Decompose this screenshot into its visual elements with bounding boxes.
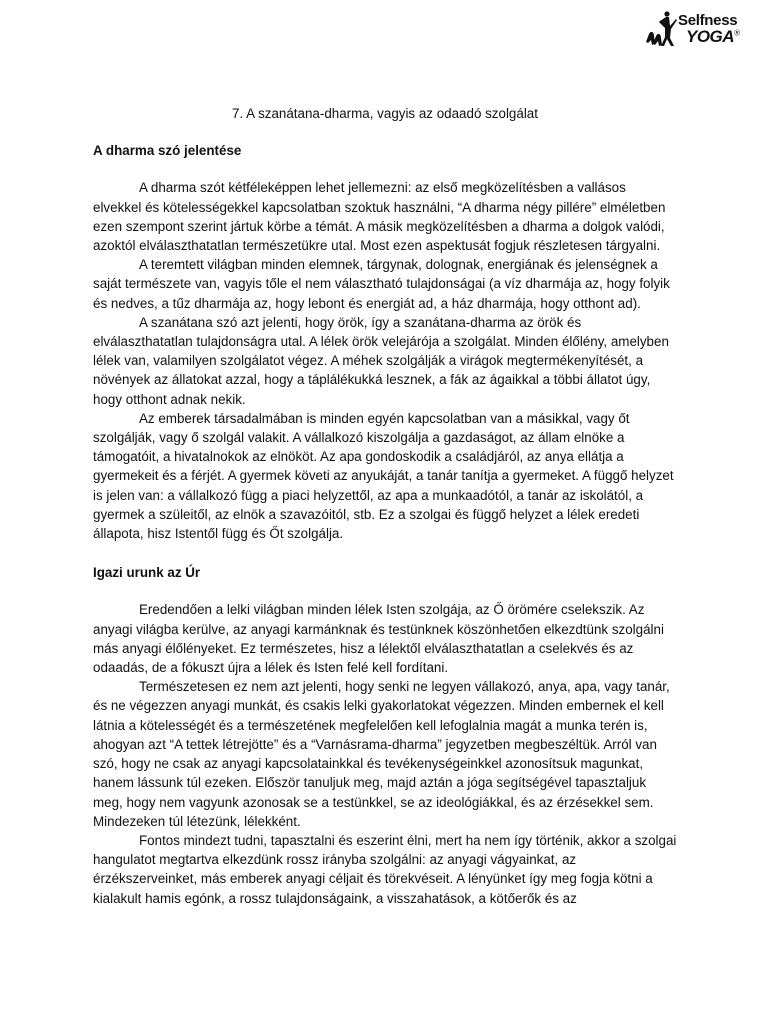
section-heading-dharma: A dharma szó jelentése — [93, 143, 242, 159]
chapter-title: 7. A szanátana-dharma, vagyis az odaadó szolgálat — [232, 106, 538, 121]
paragraph: Fontos mindezt tudni, tapasztalni és eszerint élni, mert ha nem így történik, akkor a szolgai hangulatot megtartva elkezdünk rossz irányba szolgálni: az anyagi vágyainkat, az érzékszerveinket, más emberek anyagi céljait és törekvéseit. A lényünket így meg fogja kötni a kialakult hamis egónk, a rossz tulajdonságaink, a visszahatások, a kötőerők és az — [93, 832, 677, 906]
paragraph: Az emberek társadalmában is minden egyén kapcsolatban van a másikkal, vagy őt szolgálják, vagy ő szolgál valakit. A vállalkozó kiszolgálja a gazdaságot, az állam elnöke a támogatóit, a hivatalnokok az elnököt. Az apa gondoskodik a családjáról, az anya ellátja a gyermekeit és a férjét. A gyermek követi az anyukáját, a tanár tanítja a gyermeket. A függő helyzet is jelen van: a vállalkozó függ a piaci helyzettől, az apa a munkaadótól, a tanár az iskolától, a gyermek a szüleitől, az elnök a szavazóitól, stb. Ez a szolgai és függő helyzet a lélek eredeti állapota, hisz Istentől függ és Őt szolgálja. — [93, 410, 674, 542]
logo-text-selfness: Selfness — [678, 12, 738, 29]
section-gap — [93, 543, 677, 563]
selfness-yoga-logo — [646, 8, 758, 50]
paragraph: Természetesen ez nem azt jelenti, hogy senki ne legyen vállakozó, anya, apa, vagy tanár, és ne végezzen anyagi munkát, és csakis lelki gyakorlatokat végezzen. Minden embernek el kell látnia a kötelességét és a természetének megfelelően kell lefoglalnia magát a munka terén is, ahogyan azt “A tettek létrejötte” és a “Varnásrama-dharma” jegyzetben megbeszéltük. Arról van szó, hogy ne csak az anyagi kapcsolatainkkal és tevékenységeinkkel azonosítsuk magunkat, hanem lássunk túl ezeken. Először tanuljuk meg, majd aztán a jóga segítségével tapasztaljuk meg, hogy nem vagyunk azonosak se a testünkkel, se az ideológiákkal, és az érzésekkel sem. Mindezeken túl létezünk, lélekként. — [93, 679, 670, 829]
paragraph: A szanátana szó azt jelenti, hogy örök, így a szanátana-dharma az örök és elválaszthatatlan tulajdonságra utal. A lélek örök velejárója a szolgálat. Minden élőlény, amelyben lélek van, valamilyen szolgálatot végez. A méhek szolgálják a virágok megtermékenyítését, a növények az állatokat azzal, hogy a táplálékukká lesznek, a fák az ágaikkal a többi állatot úgy, hogy otthont adnak nekik. — [93, 314, 669, 407]
paragraph: A teremtett világban minden elemnek, tárgynak, dolognak, energiának és jelenségnek a saját természete van, vagyis tőle el nem választható tulajdonságai (a víz dharmája az, hogy folyik és nedves, a tűz dharmája az, hogy lebont és energiát ad, a ház dharmája, hogy otthont ad). — [93, 257, 670, 311]
yoga-figures-icon — [646, 10, 680, 48]
logo-text-yoga: YOGA® — [686, 27, 740, 46]
paragraph: Eredendően a lelki világban minden lélek Isten szolgája, az Ő örömére cselekszik. Az anyagi világba kerülve, az anyagi karmánknak és testünknek köszönhetően elkezdtünk szolgálni más anyagi élőlényeket. Ez természetes, hisz a lélektől elválaszthatatlan a cselekvés és az odaadás, de a fókuszt újra a lélek és Isten felé kell fordítani. — [93, 602, 664, 676]
section-heading-igazi-urunk: Igazi urunk az Úr — [93, 565, 201, 581]
paragraph: A dharma szót kétféleképpen lehet jellemezni: az első megközelítésben a vallásos elvekkel és kötelességekkel kapcsolatban szoktuk használni, “A dharma négy pillére” elméletben ezen szempont szerint jártuk körbe a témát. A másik megközelítésben a dharma a dolgok valódi, azoktól elválaszthatatlan természetükre utal. Most ezen aspektusát fogjuk részletesen tárgyalni. — [93, 180, 666, 254]
document-body — [93, 104, 677, 908]
